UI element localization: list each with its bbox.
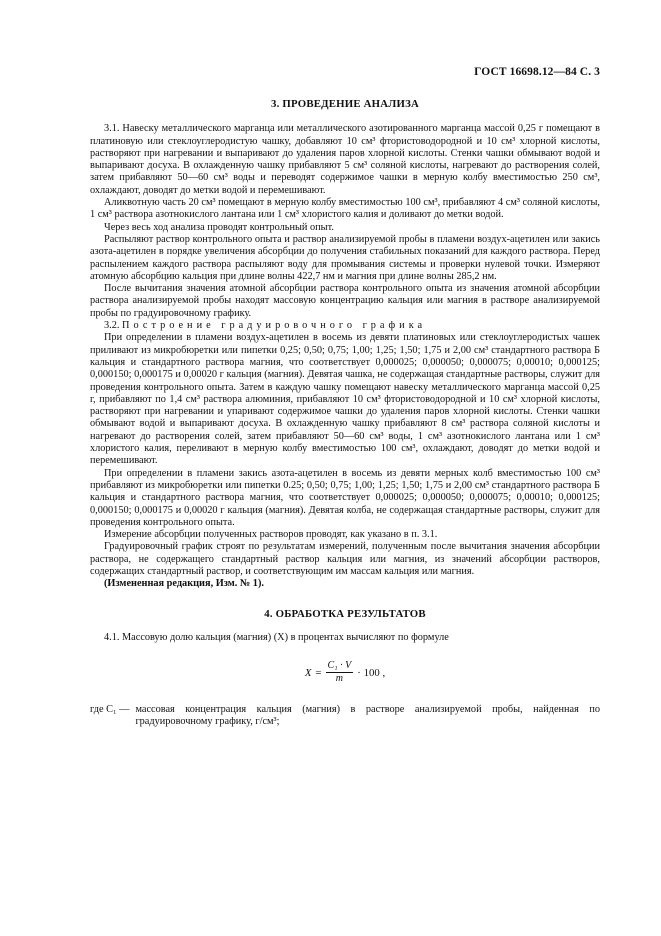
formula-lhs: X [304, 666, 312, 679]
paragraph-air-acetylene: При определении в пламени воздух-ацетилен в восемь из девяти платиновых или стеклоуглеродистых чашек приливают из микробюретки или пипетки 0,25; 0,50; 0,75; 1,00; 1,25; 1,50; 1,75 и 2,00 см³ стандартного раствора Б кальция и стандартного раствора магния, что соответствует 0,000025; 0,000050; 0,000075; 0,00010; 0,000125; 0,000150; 0,000175 и 0,00020 г кальция (магния). Девятая чашка, не содержащая стандартные растворы, служит для проведения контрольного опыта. Затем в каждую чашку помещают навеску металлического марганца массой 0,25 г, прибавляют по 1,4 см³ раствора алюминия, прибавляют 10 см³ фтористоводородной и 10 см³ хлорной кислоты, растворяют при нагревании и упаривают содержимое чашки до удаления паров хлорной кислоты. Стенки чашки обмывают водой и выпаривают досуха. В охлажденную чашку прибавляют 8 см³ раствора соляной кислоты и нагревают до растворения солей, затем прибавляют 50—60 см³ воды, 1 см³ азотнокислого лантана или 1 см³ хлористого калия, переливают в мерную колбу вместимостью 100 см³, охлаждают, доводят до метки водой и перемешивают. [90, 332, 600, 467]
section-4-title: 4. ОБРАБОТКА РЕЗУЛЬТАТОВ [264, 607, 426, 620]
paragraph-aliquot: Аликвотную часть 20 см³ помещают в мерную колбу вместимостью 100 см³, прибавляют 4 см³ соляной кислоты, 1 см³ раствора азотнокислого лантана или 1 см³ хлористого калия и доливают до метки водой. [90, 197, 600, 221]
formula-numerator: C₁ · V [327, 660, 352, 672]
formula [90, 660, 600, 690]
formula-denominator: m [335, 673, 344, 685]
subsection-title: Построение градуировочного графика [122, 320, 427, 332]
paragraph-4-1: 4.1. Массовую долю кальция (магния) (X) в процентах вычисляют по формуле [104, 631, 449, 643]
paragraph-measurement: Измерение абсорбции полученных растворов проводят, как указано в п. 3.1. [104, 529, 438, 541]
paragraph-nitrous-oxide: При определении в пламени закись азота-ацетилен в восемь из девяти мерных колб вместимостью 100 см³ прибавляют из микробюретки или пипетки 0.25; 0,50; 0,75; 1,00; 1,25; 1,50; 1,75 и 2,00 см³ стандартного раствора Б кальция и стандартного раствора магния, что соответствует 0,000025; 0,000050; 0,000075; 0,00010; 0,000125; 0,000150; 0,000175 и 0,00020 г кальция (магния). Девятая колба, не содержащая стандартные растворы, служит для проведения контрольного опыта. [90, 467, 600, 528]
document-body [90, 98, 600, 729]
document-header: ГОСТ 16698.12—84 С. 3 [474, 66, 600, 78]
subsection-3-2-heading [90, 320, 600, 332]
subsection-number: 3.2. [104, 320, 120, 332]
paragraph-3-1: 3.1. Навеску металлического марганца или металлического азотированного марганца массой 0,25 г помещают в платиновую или стеклоуглеродистую чашку, добавляют 10 см³ фтористоводородной и 10 см³ хлорной кислоты, растворяют при нагревании и выпаривают до удаления паров хлорной кислоты. Стенки чашки обмывают водой и выпаривают досуха. В охлажденную чашку прибавляют 5 см³ соляной кислоты, нагревают до растворения солей, затем прибавляют 50—60 см³ воды и переводят содержимое чашки в мерную колбу вместимостью 250 см³, охлаждают, доводят до метки водой и перемешивают. [90, 123, 600, 196]
where-text: массовая концентрация кальция (магния) в растворе анализируемой пробы, найденная по градуировочному графику, г/см³; [135, 704, 600, 728]
paragraph-graph: Градуировочный график строят по результатам измерений, полученным после вычитания значения абсорбции раствора, не содержащего стандартный раствор кальция или магния, из значений абсорбции растворов, содержащих стандартный раствор, и соответствующим им массам кальция или магния. [90, 541, 600, 577]
paragraph-control: Через весь ход анализа проводят контрольный опыт. [104, 221, 334, 233]
where-clause [90, 704, 600, 729]
amendment-note: (Измененная редакция, Изм. № 1). [104, 578, 264, 590]
section-3-title: 3. ПРОВЕДЕНИЕ АНАЛИЗА [271, 98, 419, 110]
paragraph-subtraction: После вычитания значения атомной абсорбции раствора контрольного опыта из значения атомной абсорбции раствора анализируемой пробы находят массовую концентрацию кальция или магния в растворе анализируемой пробы по градуировочному графику. [90, 283, 600, 319]
formula-fraction [326, 660, 354, 685]
formula-rhs: · 100 , [357, 666, 386, 679]
formula-equals: = [315, 666, 322, 679]
where-label: где C₁ — [90, 704, 130, 716]
paragraph-spraying: Распыляют раствор контрольного опыта и раствор анализируемой пробы в пламени воздух-ацетилен или закись азота-ацетилен в порядке увеличения абсорбции до получения стабильных показаний для каждого раствора. Перед распылением каждого раствора распыляют воду для промывания системы и проверки нулевой точки. Измеряют атомную абсорбцию кальция при длине волны 422,7 нм и магния при длине волны 285,2 нм. [90, 233, 600, 282]
